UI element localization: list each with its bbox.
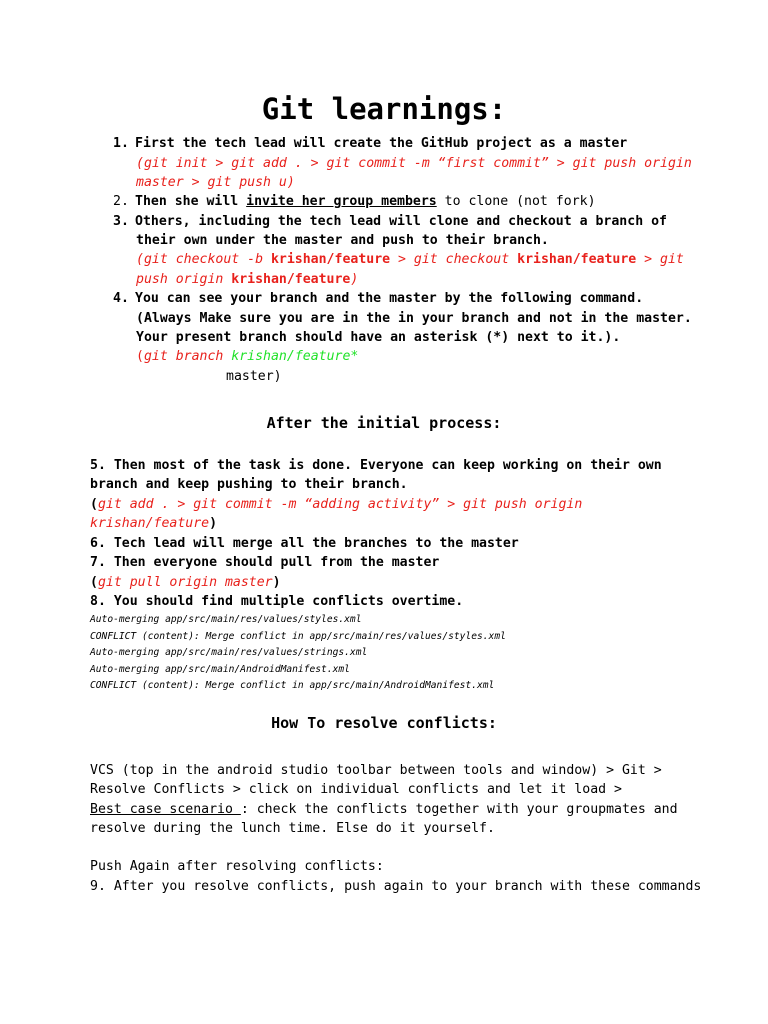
p7-text: 7. Then everyone should pull from the master <box>90 555 440 570</box>
section-heading-resolve: How To resolve conflicts: <box>271 714 497 732</box>
item4-command-line1 <box>136 347 358 366</box>
p5-line2: branch and keep pushing to their branch. <box>90 477 408 492</box>
item1-command-line2: master > git push u) <box>136 175 295 190</box>
log-line: Auto-merging app/src/main/AndroidManifest.xml <box>90 664 350 675</box>
item3-branch-b: krishan/feature <box>517 252 637 267</box>
push-again-heading: Push Again after resolving conflicts: <box>90 859 384 874</box>
log-line: CONFLICT (content): Merge conflict in app/src/main/res/values/styles.xml <box>90 631 506 642</box>
item1-text: First the tech lead will create the GitHub project as a master <box>135 136 628 151</box>
item4-cmd-open: ( <box>136 349 144 364</box>
best-case-text: : check the conflicts together with your groupmates and <box>240 802 678 817</box>
item3-command-line1 <box>136 250 684 269</box>
item3-cmd-d: push origin <box>136 272 232 287</box>
p7-command <box>90 573 281 592</box>
p7-cmd-open: ( <box>90 575 98 590</box>
item3-branch-a: krishan/feature <box>270 252 391 267</box>
vcs-line1: VCS (top in the android studio toolbar between tools and window) > Git > <box>90 763 662 778</box>
list-number-1: 1. <box>113 136 129 151</box>
p5-cmd: git add . > git commit -m “adding activity” > git push origin <box>97 497 583 512</box>
item3-cmd-e: ) <box>350 272 359 287</box>
best-case-label: Best case scenario <box>90 802 241 817</box>
item1-command-line1: (git init > git add . > git commit -m “first commit” > git push origin <box>136 156 692 171</box>
item3-command-line2 <box>136 270 358 289</box>
section-heading-after-initial: After the initial process: <box>266 414 502 432</box>
item4-line3: Your present branch should have an asterisk (*) next to it.). <box>136 330 621 345</box>
item4-line1: You can see your branch and the master by the following command. <box>135 291 644 306</box>
p6-text: 6. Tech lead will merge all the branches to the master <box>90 536 519 551</box>
item3-branch-c: krishan/feature <box>231 272 351 287</box>
page-title: Git learnings: <box>261 92 507 126</box>
item2-pre: Then she will <box>135 194 247 209</box>
p5-cmd-branch: krishan/feature <box>90 516 210 531</box>
item4-current-branch: krishan/feature* <box>231 349 359 364</box>
p7-cmd-close: ) <box>272 575 281 590</box>
p5-cmd-close: ) <box>209 516 218 531</box>
log-line: Auto-merging app/src/main/res/values/strings.xml <box>90 647 368 658</box>
item3-line2: their own under the master and push to their branch. <box>136 233 549 248</box>
p8-text: 8. You should find multiple conflicts overtime. <box>90 594 464 609</box>
log-line: CONFLICT (content): Merge conflict in app/src/main/AndroidManifest.xml <box>90 680 495 691</box>
item3-cmd-a: (git checkout -b <box>136 252 271 267</box>
item2-text <box>135 192 596 211</box>
vcs-line2: Resolve Conflicts > click on individual conflicts and let it load > <box>90 782 622 797</box>
p5-line1: 5. Then most of the task is done. Everyone can keep working on their own <box>90 458 662 473</box>
item3-cmd-b: > git checkout <box>390 252 518 267</box>
p5-command-line2 <box>90 514 217 533</box>
p5-cmd-open: ( <box>90 497 98 512</box>
item3-line1: Others, including the tech lead will clone and checkout a branch of <box>135 214 667 229</box>
item2-post: to clone (not fork) <box>436 194 596 209</box>
item3-cmd-c: > git <box>636 252 684 267</box>
p9-text: 9. After you resolve conflicts, push again to your branch with these commands <box>90 879 702 894</box>
item2-underlined: invite her group members <box>246 194 437 209</box>
log-line: Auto-merging app/src/main/res/values/styles.xml <box>90 614 362 625</box>
item4-cmd: git branch <box>143 349 232 364</box>
item4-master: master) <box>226 369 282 384</box>
list-number-4: 4. <box>113 291 129 306</box>
best-case-line1 <box>90 800 678 819</box>
item4-line2: (Always Make sure you are in the in your branch and not in the master. <box>136 311 692 326</box>
list-number-2: 2. <box>113 194 129 209</box>
p5-command-line1 <box>90 495 582 514</box>
list-number-3: 3. <box>113 214 129 229</box>
p7-cmd: git pull origin master <box>97 575 273 590</box>
best-case-line2: resolve during the lunch time. Else do it yourself. <box>90 821 495 836</box>
